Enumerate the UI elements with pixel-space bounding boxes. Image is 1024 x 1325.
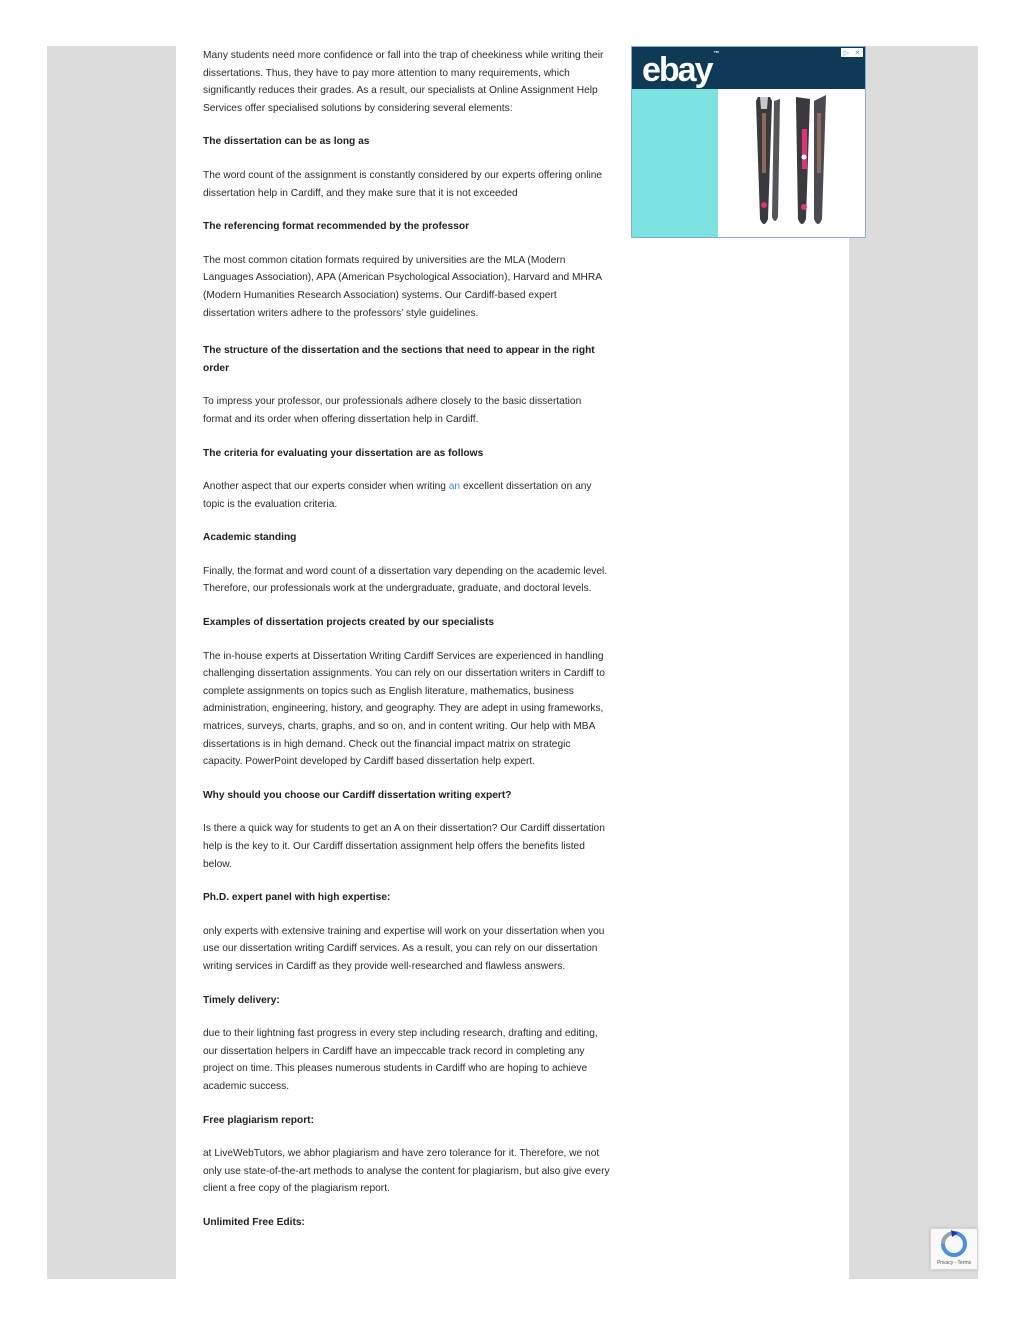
section-body-why-choose: Is there a quick way for students to get an A on their dissertation? Our Cardiff dissertation help is the key to it. Our Cardiff dissertation assignment help offers the benefits listed below. xyxy=(203,823,605,870)
recaptcha-icon xyxy=(931,1229,977,1259)
close-icon[interactable]: ✕ xyxy=(852,48,863,57)
section-body-criteria: Another aspect that our experts consider when writing an excellent dissertation on any topic is the evaluation criteria. xyxy=(203,481,592,510)
intro-paragraph: Many students need more confidence or fall into the trap of cheekiness while writing their dissertations. Thus, they have to pay more attention to many requirements, which significantly reduces their grades. As a result, our specialists at Online Assignment Help Services offer specialised solutions by considering several elements: xyxy=(203,50,604,114)
ad-controls xyxy=(841,48,863,57)
recaptcha-links[interactable]: Privacy - Terms xyxy=(936,1260,972,1266)
section-heading-why-choose: Why should you choose our Cardiff dissertation writing expert? xyxy=(203,789,512,801)
article-body xyxy=(203,47,610,1232)
section-heading-structure: The structure of the dissertation and the sections that need to appear in the right order xyxy=(203,345,595,374)
section-body-structure: To impress your professor, our professionals adhere closely to the basic dissertation format and its order when offering dissertation help in Cardiff. xyxy=(203,396,582,425)
section-body-expert-panel: only experts with extensive training and expertise will work on your dissertation when you use our dissertation writing Cardiff services. As a result, you can rely on our dissertation writing services in Cardiff as they provide well-researched and flawless answers. xyxy=(203,925,605,972)
recaptcha-badge[interactable] xyxy=(930,1228,978,1270)
section-heading-free-edits: Unlimited Free Edits: xyxy=(203,1216,305,1228)
section-body-length: The word count of the assignment is constantly considered by our experts offering online dissertation help in Cardiff, and they make sure that it is not exceeded xyxy=(203,169,603,199)
section-heading-referencing: The referencing format recommended by the professor xyxy=(203,221,470,233)
inline-link-an[interactable]: an xyxy=(448,481,461,493)
section-heading-timely-delivery: Timely delivery: xyxy=(203,994,280,1006)
ad-header xyxy=(632,47,865,89)
adchoices-icon[interactable]: ▷ xyxy=(841,48,852,57)
section-heading-academic-standing: Academic standing xyxy=(203,532,297,544)
section-heading-examples: Examples of dissertation projects created by our specialists xyxy=(203,617,495,629)
ebay-logo: ebay ™ xyxy=(642,51,720,89)
hair-straightener-icon xyxy=(718,89,865,237)
section-heading-plagiarism-report: Free plagiarism report: xyxy=(203,1114,314,1126)
section-heading-criteria: The criteria for evaluating your dissertation are as follows xyxy=(203,447,484,459)
product-image[interactable] xyxy=(718,89,865,237)
section-body-plagiarism-report: at LiveWebTutors, we abhor plagiarism and have zero tolerance for it. Therefore, we not only use state-of-the-art methods to analyse the content for plagiarism, but also give every client a free copy of the plagiarism report. xyxy=(203,1148,610,1195)
section-body-academic-standing: Finally, the format and word count of a dissertation vary depending on the academic level. Therefore, our professionals work at the undergraduate, graduate, and doctoral levels. xyxy=(203,565,608,595)
ebay-ad-banner[interactable] xyxy=(631,46,866,238)
section-heading-expert-panel: Ph.D. expert panel with high expertise: xyxy=(203,892,391,904)
section-body-referencing: The most common citation formats required by universities are the MLA (Modern Languages Association), APA (American Psychological Association), Harvard and MHRA (Modern Humanities Research Association) systems. Our Cardiff-based expert dissertation writers adhere to the professors’ style guidelines. xyxy=(203,254,602,319)
section-body-timely-delivery: due to their lightning fast progress in every step including research, drafting and editing, our dissertation helpers in Cardiff have an impeccable track record in completing any project on time. This pleases numerous students in Cardiff who are hoping to achieve academic success. xyxy=(203,1028,598,1092)
section-heading-length: The dissertation can be as long as xyxy=(203,136,370,148)
section-body-examples: The in-house experts at Dissertation Writing Cardiff Services are experienced in handling challenging dissertation assignments. You can rely on our dissertation writers in Cardiff to complete assignments on topics such as English literature, mathematics, business administration, engineering, history, and geography. They are adept in using frameworks, matrices, surveys, charts, graphs, and so on, and in content writing. Our help with MBA dissertations is in high demand. Check out the financial impact matrix on strategic capacity. PowerPoint developed by Cardiff based dissertation help expert. xyxy=(203,650,605,768)
